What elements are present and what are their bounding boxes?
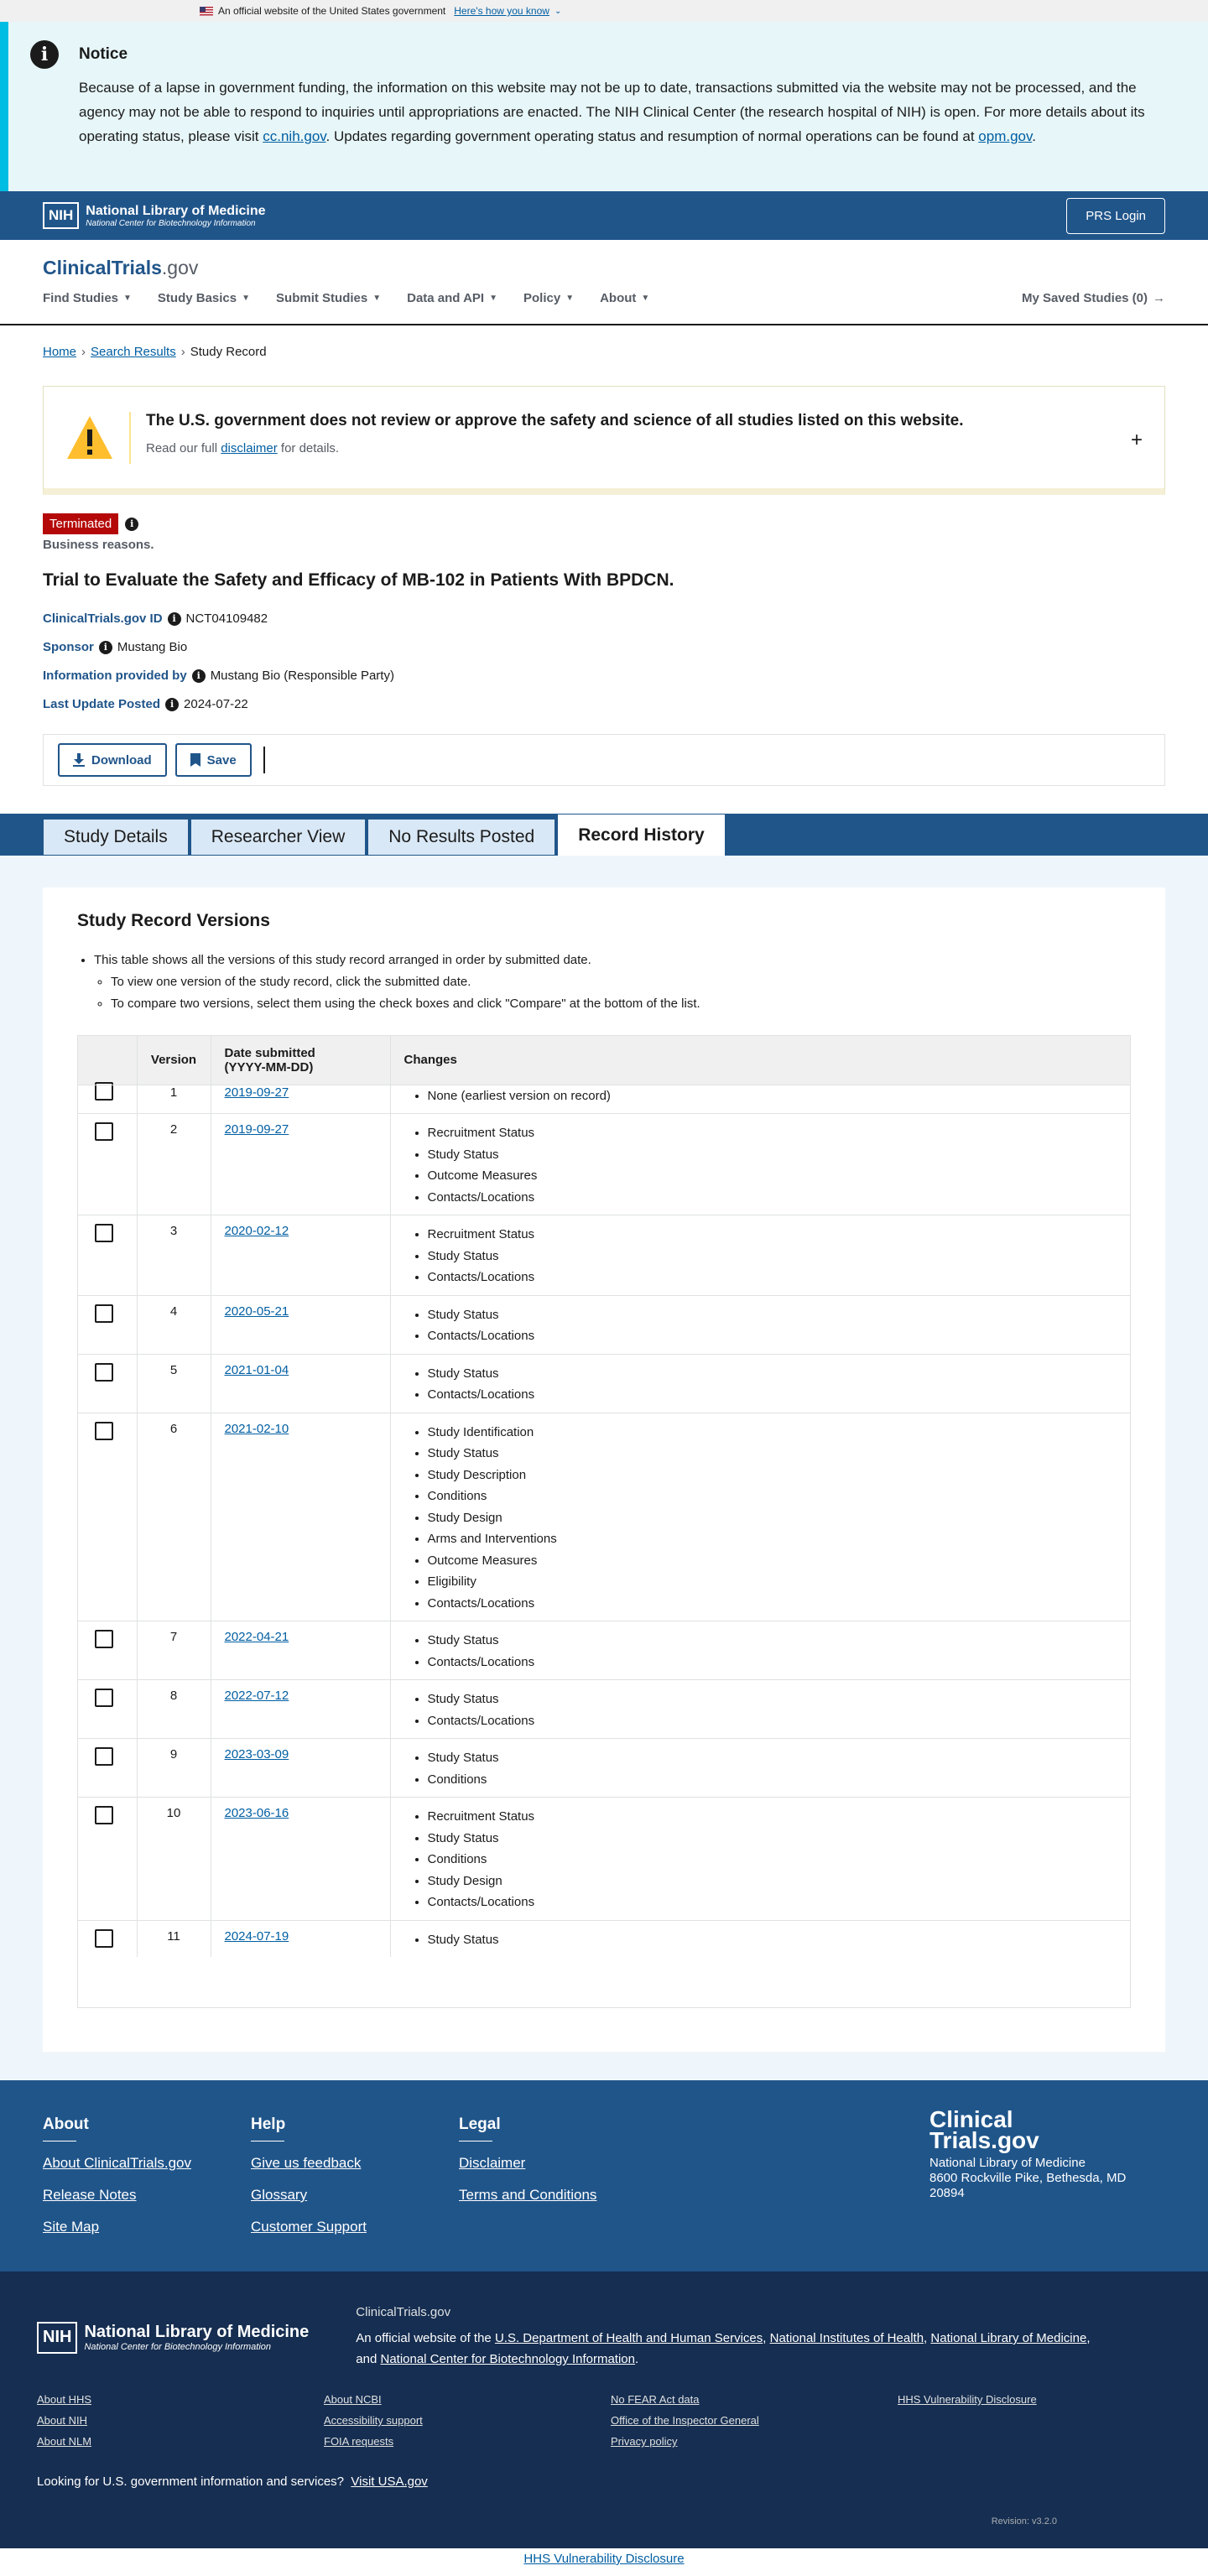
provided-by-value: Mustang Bio (Responsible Party) — [210, 669, 394, 683]
footer-link[interactable]: Give us feedback — [251, 2155, 362, 2171]
date-cell — [211, 1085, 390, 1114]
change-item: • Conditions — [428, 1486, 1117, 1507]
version-checkbox[interactable] — [95, 1422, 113, 1440]
tab-no-results-posted[interactable]: No Results Posted — [367, 819, 555, 856]
change-item: • Outcome Measures — [428, 1165, 1117, 1187]
version-checkbox[interactable] — [95, 1082, 113, 1101]
version-date-link[interactable]: 2022-04-21 — [224, 1630, 289, 1644]
version-checkbox[interactable] — [95, 1304, 113, 1323]
chevron-down-icon: ▼ — [489, 294, 497, 303]
breadcrumb — [0, 325, 1208, 377]
date-cell — [211, 1215, 390, 1296]
nav-find-studies[interactable]: Find Studies ▼ — [43, 291, 132, 305]
change-item: • Study Status — [428, 1747, 1117, 1769]
notice-title: Notice — [79, 45, 128, 63]
change-item: • Arms and Interventions — [428, 1528, 1117, 1550]
table-row — [78, 1680, 1130, 1739]
tab-researcher-view[interactable]: Researcher View — [190, 819, 367, 856]
disclaimer-alert — [43, 386, 1165, 495]
change-item: • Recruitment Status — [428, 1224, 1117, 1246]
select-cell — [78, 1295, 137, 1354]
table-row — [78, 1920, 1130, 1957]
nav-study-basics[interactable]: Study Basics ▼ — [157, 291, 251, 305]
footer-link[interactable]: Release Notes — [43, 2187, 137, 2203]
column-header-select — [78, 1036, 137, 1085]
change-item: • Conditions — [428, 1849, 1117, 1871]
table-row — [78, 1413, 1130, 1621]
status-badge: Terminated — [43, 513, 118, 534]
changes-cell — [390, 1680, 1130, 1739]
table-row — [78, 1354, 1130, 1413]
change-item: • Study Design — [428, 1871, 1117, 1892]
change-item: • Contacts/Locations — [428, 1892, 1117, 1913]
cc-nih-link[interactable]: cc.nih.gov — [263, 128, 326, 144]
nlm-link[interactable]: National Library of Medicine — [930, 2331, 1087, 2345]
study-title: Trial to Evaluate the Safety and Efficacy of MB-102 in Patients With BPDCN. — [43, 570, 674, 590]
select-cell — [78, 1739, 137, 1798]
date-cell — [211, 1798, 390, 1921]
version-number: 1 — [137, 1085, 211, 1114]
select-cell — [78, 1413, 137, 1621]
changes-cell — [390, 1295, 1130, 1354]
change-item: • Study Design — [428, 1507, 1117, 1529]
nav-about[interactable]: About ▼ — [600, 291, 650, 305]
footer-link[interactable]: Terms and Conditions — [459, 2187, 597, 2203]
version-date-link[interactable]: 2021-01-04 — [224, 1362, 289, 1377]
date-cell — [211, 1413, 390, 1621]
change-item: • Study Status — [428, 1144, 1117, 1166]
version-date-link[interactable]: 2023-06-16 — [224, 1806, 289, 1820]
change-item: • Recruitment Status — [428, 1122, 1117, 1144]
nlm-footer-link[interactable]: Office of the Inspector General — [611, 2414, 759, 2427]
gov-banner-link[interactable]: Here's how you know — [454, 5, 549, 17]
nlm-footer-link[interactable]: About NCBI — [324, 2393, 382, 2406]
change-item: • Study Status — [428, 1828, 1117, 1850]
versions-table-wrapper — [77, 1035, 1131, 2008]
version-checkbox[interactable] — [95, 1122, 113, 1141]
chevron-down-icon: ▼ — [123, 294, 132, 303]
changes-cell — [390, 1920, 1130, 1957]
study-id-row: ClinicalTrials.gov ID i NCT04109482 — [43, 611, 268, 626]
version-number: 3 — [137, 1215, 211, 1296]
change-item: • Study Status — [428, 1630, 1117, 1652]
select-cell — [78, 1798, 137, 1921]
tab-study-details[interactable]: Study Details — [43, 819, 189, 856]
site-header — [0, 240, 1208, 325]
select-cell — [78, 1215, 137, 1296]
disclaimer-headline: The U.S. government does not review or approve the safety and science of all studies listed on this website. — [146, 411, 964, 429]
chevron-right-icon: › — [180, 344, 185, 359]
provided-by-row: Information provided by i Mustang Bio (Responsible Party) — [43, 669, 394, 683]
change-item: • Contacts/Locations — [428, 1593, 1117, 1615]
versions-title: Study Record Versions — [77, 911, 270, 930]
change-item: • Eligibility — [428, 1571, 1117, 1593]
nlm-footer-link[interactable]: No FEAR Act data — [611, 2393, 700, 2406]
last-update-value: 2024-07-22 — [184, 697, 248, 711]
nlm-links — [37, 2393, 1171, 2448]
arrow-right-icon: → — [1153, 291, 1165, 305]
change-item: • Study Status — [428, 1929, 1117, 1951]
footer-brand: Clinical Trials.gov National Library of Medicine 8600 Rockville Pike, Bethesda, MD 20894 — [929, 2106, 1127, 2200]
study-id: NCT04109482 — [185, 611, 268, 626]
date-cell — [211, 1621, 390, 1680]
footer-help: Help Give us feedback Glossary Customer Support — [251, 2115, 459, 2272]
divider — [263, 747, 265, 773]
date-cell — [211, 1739, 390, 1798]
my-saved-studies-link[interactable]: My Saved Studies (0) → — [1021, 291, 1165, 305]
table-row — [78, 1798, 1130, 1921]
nlm-footer-link[interactable]: HHS Vulnerability Disclosure — [898, 2393, 1037, 2406]
change-item: • Contacts/Locations — [428, 1710, 1117, 1732]
version-checkbox[interactable] — [95, 1689, 113, 1707]
opm-link[interactable]: opm.gov — [978, 128, 1033, 144]
chevron-down-icon: ▼ — [372, 294, 382, 303]
nlm-footer-link[interactable]: About NLM — [37, 2435, 92, 2448]
date-cell — [211, 1680, 390, 1739]
change-item: • Study Description — [428, 1465, 1117, 1486]
version-date-link[interactable]: 2024-07-19 — [224, 1928, 289, 1944]
info-icon[interactable]: i — [99, 641, 112, 654]
info-icon[interactable]: i — [125, 518, 138, 531]
sponsor-value: Mustang Bio — [117, 640, 188, 654]
change-item: • None (earliest version on record) — [428, 1085, 1117, 1107]
gov-banner — [0, 0, 1208, 22]
us-flag-icon — [200, 7, 213, 16]
sponsor-row: Sponsor i Mustang Bio — [43, 640, 188, 654]
changes-cell — [390, 1798, 1130, 1921]
notice-body: Because of a lapse in government funding, the information on this website may not be up to date, transactions submitted via the website may not be processed, and the agency may not be able to respond to inquiries until appropriations are enacted. The NIH Clinical Center (the research hospital of NIH) is open. For more details about its operating status, please visit cc.nih.gov. Updates regarding government operating status and resumption of normal operations can be found at opm.gov. — [79, 80, 1145, 144]
nih-badge: NIH — [43, 202, 79, 229]
breadcrumb-home[interactable]: Home — [43, 344, 77, 359]
footer-link[interactable]: About ClinicalTrials.gov — [43, 2155, 191, 2171]
ncbi-link[interactable]: National Center for Biotechnology Information — [380, 2352, 635, 2366]
change-item: • Contacts/Locations — [428, 1384, 1117, 1406]
nih-header — [0, 191, 1208, 240]
gov-banner-text: An official website of the United States government — [218, 5, 446, 17]
nav-policy[interactable]: Policy ▼ — [523, 291, 575, 305]
footer-link[interactable]: Customer Support — [251, 2219, 367, 2235]
nav-submit-studies[interactable]: Submit Studies ▼ — [276, 291, 382, 305]
date-cell — [211, 1114, 390, 1215]
column-header-version: Version — [137, 1036, 211, 1085]
download-icon — [73, 753, 85, 767]
info-icon: i — [30, 40, 59, 69]
versions-card — [43, 887, 1165, 2052]
footer-link[interactable]: Site Map — [43, 2219, 100, 2235]
changes-cell — [390, 1621, 1130, 1680]
info-icon[interactable]: i — [165, 698, 179, 711]
revision-text: Revision: v3.2.0 — [991, 2516, 1057, 2527]
column-header-changes: Changes — [390, 1036, 1130, 1085]
change-item: • Recruitment Status — [428, 1806, 1117, 1828]
table-row — [78, 1085, 1130, 1114]
hhs-vulnerability-link[interactable]: HHS Vulnerability Disclosure — [523, 2552, 685, 2566]
info-icon[interactable]: i — [192, 669, 206, 683]
bookmark-icon — [190, 753, 200, 767]
change-item: • Contacts/Locations — [428, 1325, 1117, 1347]
version-date-link[interactable]: 2021-02-10 — [224, 1421, 289, 1436]
chevron-right-icon: › — [81, 344, 86, 359]
chevron-down-icon: ▼ — [242, 294, 251, 303]
version-date-link[interactable]: 2023-03-09 — [224, 1747, 289, 1762]
nlm-footer-link[interactable]: About NIH — [37, 2414, 87, 2427]
chevron-down-icon: ▼ — [641, 294, 650, 303]
ct-logo[interactable]: ClinicalTrials.gov — [43, 257, 199, 278]
action-bar — [43, 734, 1165, 786]
select-cell — [78, 1114, 137, 1215]
change-item: • Study Status — [428, 1443, 1117, 1465]
version-checkbox[interactable] — [95, 1747, 113, 1766]
version-date-link[interactable]: 2019-09-27 — [224, 1122, 289, 1137]
version-date-link[interactable]: 2022-07-12 — [224, 1689, 289, 1703]
disclaimer-link[interactable]: disclaimer — [221, 440, 278, 455]
version-checkbox[interactable] — [95, 1806, 113, 1824]
version-number: 11 — [137, 1920, 211, 1957]
table-row — [78, 1215, 1130, 1296]
changes-cell — [390, 1114, 1130, 1215]
notice-alert — [0, 22, 1208, 191]
version-number: 10 — [137, 1798, 211, 1921]
changes-cell — [390, 1739, 1130, 1798]
footer-legal: Legal Disclaimer Terms and Conditions — [459, 2115, 667, 2272]
change-item: • Study Status — [428, 1304, 1117, 1326]
bottom-vulnerability-link-row — [0, 2548, 1208, 2570]
nlm-footer-link[interactable]: Accessibility support — [324, 2414, 423, 2427]
usa-gov-row: Looking for U.S. government information and services? Visit USA.gov — [37, 2475, 428, 2489]
save-button[interactable]: Save — [175, 743, 252, 777]
last-update-row: Last Update Posted i 2024-07-22 — [43, 697, 248, 711]
version-number: 5 — [137, 1354, 211, 1413]
download-button[interactable]: Download — [58, 743, 167, 777]
footer-link[interactable]: Disclaimer — [459, 2155, 526, 2171]
changes-cell — [390, 1215, 1130, 1296]
change-item: • Study Status — [428, 1689, 1117, 1710]
expand-icon[interactable]: + — [1130, 429, 1143, 451]
select-cell — [78, 1680, 137, 1739]
main-nav — [43, 291, 1165, 305]
change-item: • Study Identification — [428, 1422, 1117, 1444]
select-cell — [78, 1354, 137, 1413]
change-item: • Conditions — [428, 1769, 1117, 1791]
ncbi-name: National Center for Biotechnology Information — [86, 218, 256, 228]
version-checkbox[interactable] — [95, 1630, 113, 1648]
version-date-link[interactable]: 2020-05-21 — [224, 1304, 289, 1319]
column-header-date: Date submitted (YYYY-MM-DD) — [211, 1036, 390, 1085]
version-date-link[interactable]: 2020-02-12 — [224, 1224, 289, 1238]
tab-record-history[interactable]: Record History — [557, 814, 726, 856]
date-cell — [211, 1920, 390, 1957]
disclaimer-text: Read our full disclaimer for details. — [146, 440, 340, 455]
hhs-link[interactable]: U.S. Department of Health and Human Services — [494, 2331, 763, 2345]
version-number: 8 — [137, 1680, 211, 1739]
table-row — [78, 1295, 1130, 1354]
status-reason: Business reasons. — [43, 538, 154, 552]
changes-cell — [390, 1085, 1130, 1114]
nlm-logo[interactable]: NIH National Library of Medicine National Center for Biotechnology Information — [37, 2305, 309, 2370]
select-cell — [78, 1621, 137, 1680]
version-number: 9 — [137, 1739, 211, 1798]
select-cell — [78, 1920, 137, 1957]
date-cell — [211, 1354, 390, 1413]
nlm-name: National Library of Medicine — [86, 203, 266, 218]
change-item: • Study Status — [428, 1246, 1117, 1267]
site-footer — [0, 2080, 1208, 2272]
study-header — [0, 495, 1208, 786]
version-number: 6 — [137, 1413, 211, 1621]
nlm-footer-link[interactable]: About HHS — [37, 2393, 92, 2406]
breadcrumb-search-results[interactable]: Search Results — [91, 344, 176, 359]
date-cell — [211, 1295, 390, 1354]
change-item: • Study Status — [428, 1363, 1117, 1385]
table-row — [78, 1621, 1130, 1680]
footer-about: About About ClinicalTrials.gov Release Notes Site Map — [43, 2115, 251, 2272]
breadcrumb-current: Study Record — [190, 344, 267, 359]
versions-table — [78, 1036, 1130, 1957]
version-checkbox[interactable] — [95, 1929, 113, 1948]
nlm-footer-link[interactable]: FOIA requests — [324, 2435, 394, 2448]
version-number: 4 — [137, 1295, 211, 1354]
changes-cell — [390, 1413, 1130, 1621]
select-cell — [78, 1085, 137, 1114]
usa-gov-link[interactable]: Visit USA.gov — [351, 2475, 428, 2489]
version-number: 2 — [137, 1114, 211, 1215]
prs-login-button[interactable]: PRS Login — [1066, 198, 1165, 234]
change-item: • Contacts/Locations — [428, 1187, 1117, 1209]
table-row — [78, 1739, 1130, 1798]
chevron-down-icon: ▼ — [565, 294, 575, 303]
record-history-section — [0, 856, 1208, 2080]
info-icon[interactable]: i — [168, 612, 181, 626]
change-item: • Outcome Measures — [428, 1550, 1117, 1572]
changes-cell — [390, 1354, 1130, 1413]
nlm-logo[interactable] — [43, 202, 266, 229]
nav-data-api[interactable]: Data and API ▼ — [407, 291, 497, 305]
nlm-footer-link[interactable]: Privacy policy — [611, 2435, 678, 2448]
change-item: • Contacts/Locations — [428, 1652, 1117, 1673]
version-number: 7 — [137, 1621, 211, 1680]
versions-intro: • This table shows all the versions of this study record arranged in order by submitted date. ◦ To view one version of the study record, click the submitted date. ◦ To compare two versions, select them using the check boxes and click "Compare" at the bottom of the list. — [77, 950, 1131, 1015]
study-tabs — [0, 814, 1208, 856]
version-checkbox[interactable] — [95, 1363, 113, 1382]
chevron-down-icon[interactable]: ⌄ — [554, 6, 562, 16]
nlm-footer: NIH National Library of Medicine National Center for Biotechnology Information ClinicalTrials.gov An official website of the U.S. Department of Health and Human Services, National Institutes of Health, National Library of Medicine, and National Center for Biotechnology Information. About HHS About NCBI No FEAR Act data HHS Vulnerability Disclosure About NIH Accessibility support Office of the Inspector General About NLM FOIA requests Privacy policy Looking for U.S. government information and services? Visit USA.gov Revision: v3.2.0 — [0, 2272, 1208, 2548]
version-date-link[interactable]: 2019-09-27 — [224, 1085, 289, 1100]
nih-link[interactable]: National Institutes of Health — [769, 2331, 924, 2345]
version-checkbox[interactable] — [95, 1224, 113, 1242]
change-item: • Contacts/Locations — [428, 1267, 1117, 1288]
table-row — [78, 1114, 1130, 1215]
footer-link[interactable]: Glossary — [251, 2187, 308, 2203]
warning-icon — [65, 414, 114, 462]
